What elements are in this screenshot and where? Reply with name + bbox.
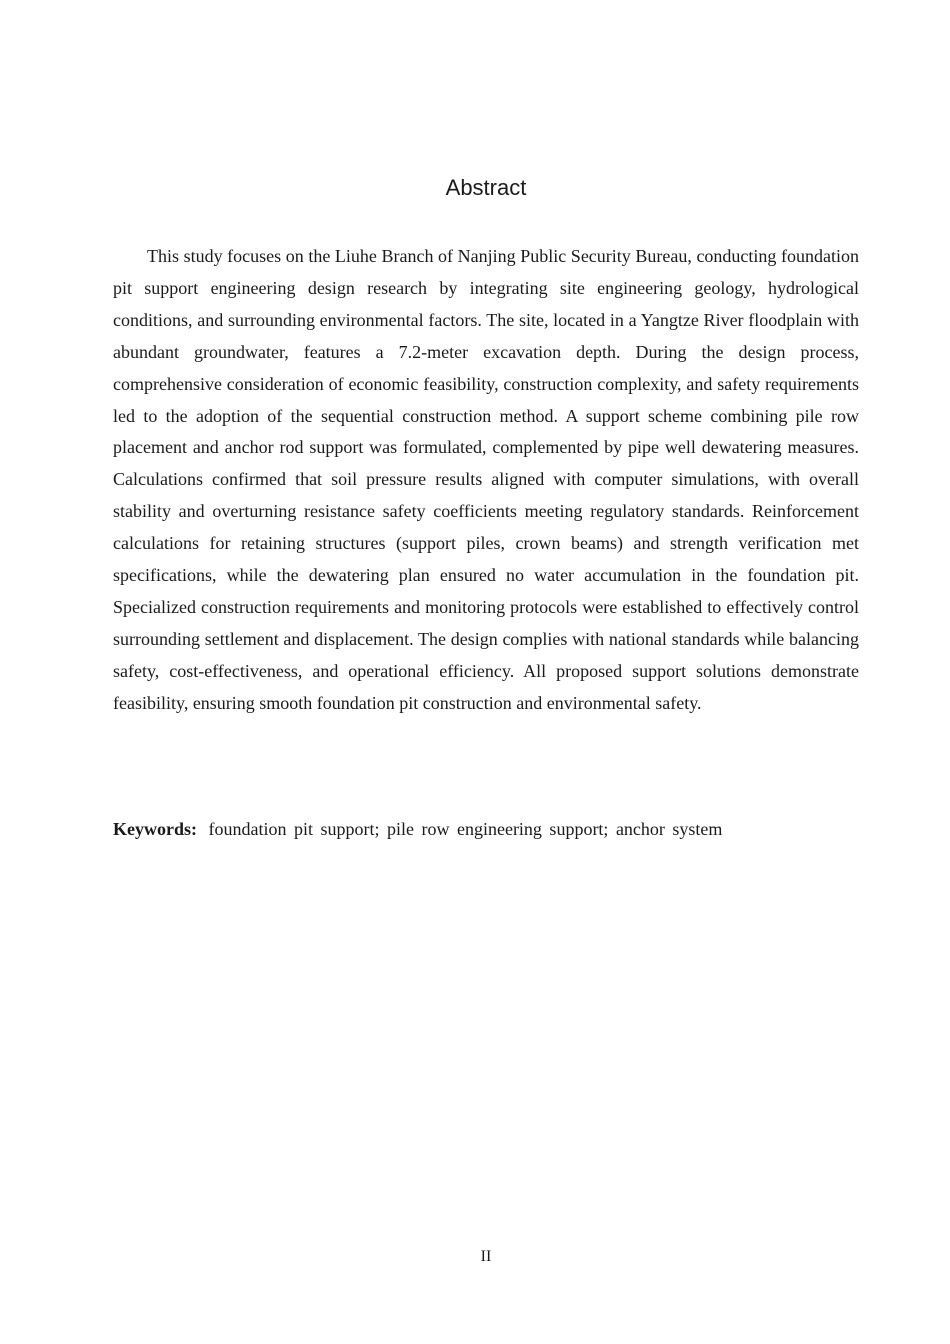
keywords-text: foundation pit support; pile row engineering support; anchor system [208, 819, 723, 839]
page-title: Abstract [445, 175, 527, 200]
abstract-paragraph: This study focuses on the Liuhe Branch of Nanjing Public Security Bureau, conducting foundation pit support engineering design research by integrating site engineering geology, hydrological conditions, and surrounding environmental factors. The site, located in a Yangtze River floodplain with abundant groundwater, features a 7.2-meter excavation depth. During the design process, comprehensive consideration of economic feasibility, construction complexity, and safety requirements led to the adoption of the sequential construction method. A support scheme combining pile row placement and anchor rod support was formulated, complemented by pipe well dewatering measures. Calculations confirmed that soil pressure results aligned with computer simulations, with overall stability and overturning resistance safety coefficients meeting regulatory standards. Reinforcement calculations for retaining structures (support piles, crown beams) and strength verification met specifications, while the dewatering plan ensured no water accumulation in the foundation pit. Specialized construction requirements and monitoring protocols were established to effectively control surrounding settlement and displacement. The design complies with national standards while balancing safety, cost-effectiveness, and operational efficiency. All proposed support solutions demonstrate feasibility, ensuring smooth foundation pit construction and environmental safety. [113, 246, 859, 713]
keywords-line [113, 814, 859, 844]
keywords-label: Keywords: [113, 819, 197, 839]
page-number: II [480, 1248, 492, 1265]
